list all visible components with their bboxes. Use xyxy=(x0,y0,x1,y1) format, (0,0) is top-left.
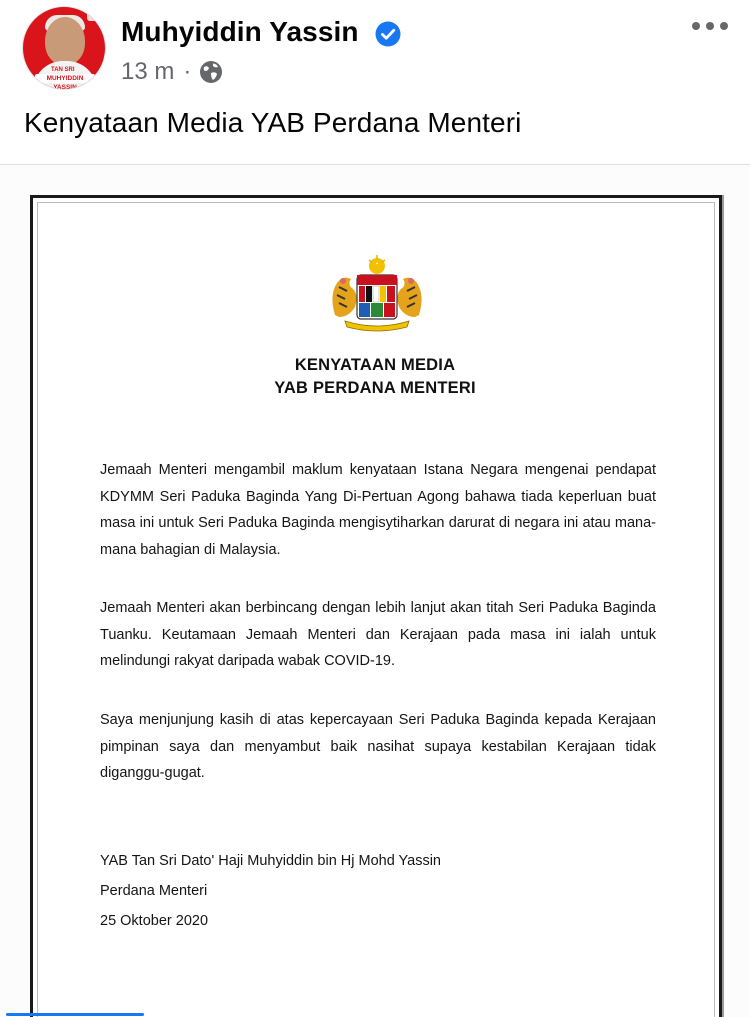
post-meta xyxy=(121,58,224,86)
avatar-top-text: TAN SRI xyxy=(51,67,75,73)
globe-icon[interactable] xyxy=(198,59,224,85)
post-header xyxy=(0,0,750,164)
author-avatar[interactable] xyxy=(22,6,106,90)
signature-title: Perdana Menteri xyxy=(100,883,208,899)
document-title-line2: YAB PERDANA MENTERI xyxy=(274,379,476,397)
more-options-icon[interactable] xyxy=(692,14,728,38)
document-title-line1: KENYATAAN MEDIA xyxy=(294,356,456,374)
verified-badge-icon xyxy=(375,21,401,47)
document-paragraph: Jemaah Menteri akan berbincang dengan lebih lanjut akan titah Seri Paduka Baginda Tuanku. Keutamaan Jemaah Menteri dan Kerajaan pada masa ini ialah untuk melindungi rakyat daripada wabak COVID-19. xyxy=(100,600,656,669)
signature-date: 25 Oktober 2020 xyxy=(100,913,209,929)
post-text: Kenyataan Media YAB Perdana Menteri xyxy=(24,107,522,138)
avatar-label: MUHYIDDIN YASSIN xyxy=(35,74,95,83)
post-time[interactable]: 13 m xyxy=(121,58,175,85)
post-image[interactable] xyxy=(0,165,750,1017)
avatar-face xyxy=(45,17,85,65)
author-name[interactable]: Muhyiddin Yassin xyxy=(121,16,359,47)
malaysia-coat-of-arms-icon xyxy=(325,255,429,333)
avatar-emblem-icon xyxy=(87,11,99,21)
document-paragraph: Jemaah Menteri mengambil maklum kenyataan Istana Negara mengenai pendapat KDYMM Seri Paduka Baginda Yang Di-Pertuan Agong bahawa tiada keperluan buat masa ini untuk Seri Paduka Baginda mengisytiharkan darurat di negara ini atau mana-mana bahagian di Malaysia. xyxy=(100,462,656,558)
more-dot xyxy=(706,22,714,30)
signature-name: YAB Tan Sri Dato' Haji Muhyiddin bin Hj Mohd Yassin xyxy=(100,853,441,869)
document-paragraph: Saya menjunjung kasih di atas kepercayaan Seri Paduka Baginda kepada Kerajaan pimpinan saya dan menyambut baik nasihat supaya kestabilan Kerajaan tidak diganggu-gugat. xyxy=(100,712,656,781)
more-dot xyxy=(692,22,700,30)
loading-indicator xyxy=(6,1013,144,1016)
more-dot xyxy=(720,22,728,30)
meta-separator: · xyxy=(183,58,192,85)
